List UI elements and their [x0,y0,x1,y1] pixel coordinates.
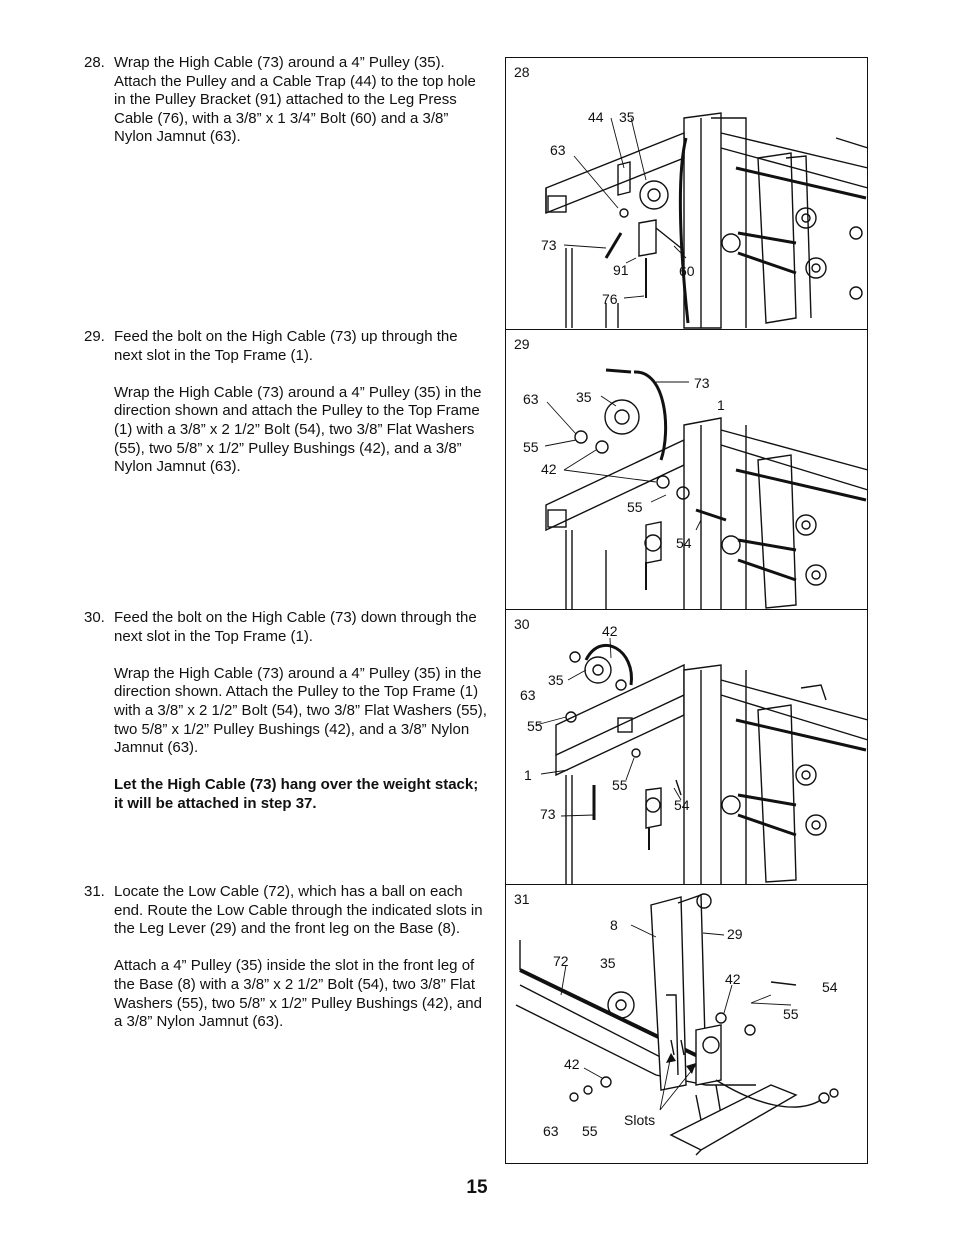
figure-number: 31 [514,891,530,907]
figure-label: 35 [600,955,616,971]
figure-label: 42 [564,1056,580,1072]
step-28 [84,54,489,147]
page-number: 15 [466,1177,488,1198]
figure-29-drawing [506,330,869,612]
figure-label: 63 [520,687,536,703]
figure-label: 35 [619,109,635,125]
step-number: 30. [84,609,105,626]
figure-label: 55 [582,1123,598,1139]
figure-label: 35 [548,672,564,688]
figure-label: 76 [602,291,618,307]
figure-28-drawing [506,58,869,331]
figure-label: 55 [783,1006,799,1022]
figure-label: 1 [524,767,532,783]
figure-31-drawing [506,885,869,1165]
figure-label: Slots [624,1112,656,1128]
figure-label: 54 [822,979,838,995]
figure-label: 54 [676,535,692,551]
figure-label: 73 [541,237,557,253]
figure-number: 30 [514,616,530,632]
figure-number: 28 [514,64,530,80]
figure-label: 35 [576,389,592,405]
figure-label: 72 [553,953,569,969]
figure-28 [505,57,868,330]
step-30 [84,609,489,814]
figure-label: 73 [540,806,556,822]
figure-label: 63 [543,1123,559,1139]
figure-label: 55 [527,718,543,734]
figure-label: 55 [523,439,539,455]
step-text: Feed the bolt on the High Cable (73) up through the next slot in the Top Frame (1). [114,328,458,364]
step-note: Let the High Cable (73) hang over the weight stack; it will be attached in step 37. [114,776,479,812]
figure-number: 29 [514,336,530,352]
figure-label: 63 [550,142,566,158]
figure-label: 55 [612,777,628,793]
figure-label: 63 [523,391,539,407]
step-text: Wrap the High Cable (73) around a 4” Pulley (35) in the direction shown. Attach the Pulley to the Top Frame (1) with a 3/8” x 2 1/2” Bolt (54), two 3/8” Flat Washers (55), two 5/8” x 1/2” Pulley Bushings (42), and a 3/8” Nylon Jamnut (63). [114,664,487,757]
step-number: 29. [84,328,105,345]
figure-30 [505,609,868,885]
step-31 [84,883,489,1032]
figure-label: 42 [725,971,741,987]
figure-label: 54 [674,797,690,813]
step-text: Feed the bolt on the High Cable (73) down through the next slot in the Top Frame (1). [114,609,477,645]
step-number: 31. [84,883,105,900]
figure-label: 44 [588,109,604,125]
figure-label: 60 [679,263,695,279]
figure-31 [505,884,868,1164]
step-number: 28. [84,54,105,71]
figure-label: 8 [610,917,618,933]
step-29 [84,328,489,477]
step-text: Wrap the High Cable (73) around a 4” Pulley (35) in the direction shown and attach the Pulley to the Top Frame (1) with a 3/8” x 2 1/2” Bolt (54), two 3/8” Flat Washers (55), two 5/8” x 1/2” Pulley Bushings (42), and a 3/8” Nylon Jamnut (63). [114,383,482,476]
figure-30-drawing [506,610,869,886]
step-text: Attach a 4” Pulley (35) inside the slot in the front leg of the Base (8) with a 3/8” x 2 1/2” Bolt (54), two 3/8” Flat Washers (55), two 5/8” x 1/2” Pulley Bushings (42), and a 3/8” Nylon Jamnut (63). [114,957,482,1031]
figure-label: 73 [694,375,710,391]
figure-label: 42 [541,461,557,477]
figure-label: 55 [627,499,643,515]
figure-label: 42 [602,623,618,639]
figure-29 [505,329,868,611]
figure-label: 91 [613,262,629,278]
step-text: Locate the Low Cable (72), which has a ball on each end. Route the Low Cable through the indicated slots in the Leg Lever (29) and the front leg on the Base (8). [114,883,483,938]
figure-label: 1 [717,397,725,413]
step-text: Wrap the High Cable (73) around a 4” Pulley (35). Attach the Pulley and a Cable Trap (44) to the top hole in the Pulley Bracket (91) attached to the Leg Press Cable (76), with a 3/8” x 1 3/4” Bolt (60) and a 3/8” Nylon Jamnut (63). [114,54,476,146]
figure-label: 29 [727,926,743,942]
